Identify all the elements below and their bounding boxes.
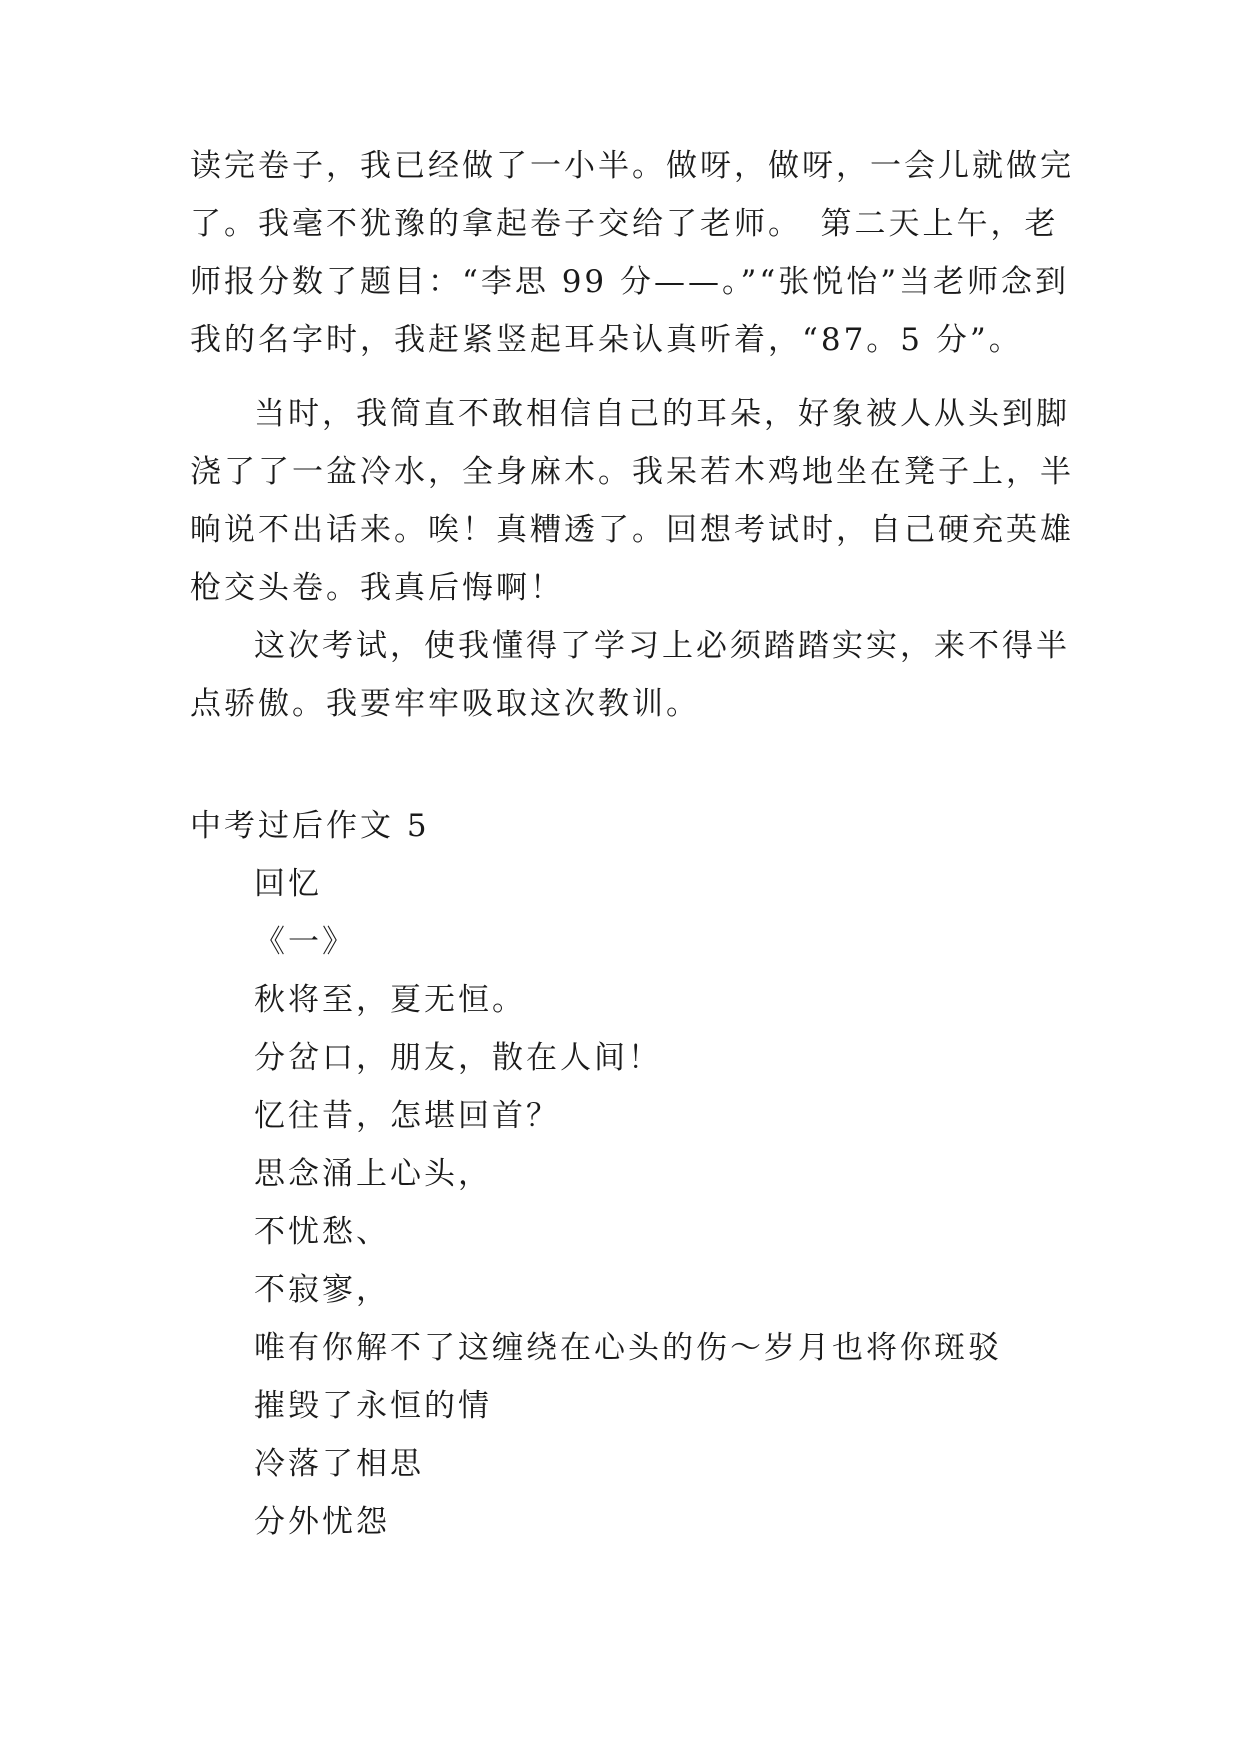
- paragraph-line: 点骄傲。我要牢牢吸取这次教训。: [190, 686, 700, 722]
- poem-line: 分外忧怨: [254, 1504, 390, 1540]
- poem-line: 不忧愁、: [254, 1214, 390, 1250]
- poem-title: 回忆: [254, 866, 322, 902]
- paragraph-line: 我的名字时，我赶紧竖起耳朵认真听着，“87。5 分”。: [190, 322, 1023, 358]
- poem-section-marker: 《一》: [254, 924, 356, 960]
- poem-line: 不寂寥，: [254, 1272, 390, 1308]
- poem-line: 分岔口，朋友，散在人间！: [254, 1040, 662, 1076]
- poem-line: 忆往昔，怎堪回首？: [254, 1098, 560, 1134]
- paragraph-line: 师报分数了题目：“李思 99 分——。”“张悦怡”当老师念到: [190, 264, 1070, 300]
- poem-line: 思念涌上心头，: [254, 1156, 492, 1192]
- paragraph-line: 当时，我简直不敢相信自己的耳朵，好象被人从头到脚: [254, 396, 1070, 432]
- poem-line: 摧毁了永恒的情: [254, 1388, 492, 1424]
- poem-line: 冷落了相思: [254, 1446, 424, 1482]
- poem-line: 唯有你解不了这缠绕在心头的伤～岁月也将你斑驳: [254, 1330, 1002, 1366]
- paragraph-line: 枪交头卷。我真后悔啊！: [190, 570, 564, 606]
- paragraph-line: 浇了了一盆冷水，全身麻木。我呆若木鸡地坐在凳子上，半: [190, 454, 1074, 490]
- paragraph-line: 了。我毫不犹豫的拿起卷子交给了老师。 第二天上午，老: [190, 206, 1059, 242]
- paragraph-line: 这次考试，使我懂得了学习上必须踏踏实实，来不得半: [254, 628, 1070, 664]
- paragraph-line: 晌说不出话来。唉！真糟透了。回想考试时，自己硬充英雄: [190, 512, 1074, 548]
- poem-line: 秋将至，夏无恒。: [254, 982, 526, 1018]
- paragraph-line: 读完卷子，我已经做了一小半。做呀，做呀，一会儿就做完: [190, 148, 1074, 184]
- essay-heading: 中考过后作文 5: [190, 808, 430, 844]
